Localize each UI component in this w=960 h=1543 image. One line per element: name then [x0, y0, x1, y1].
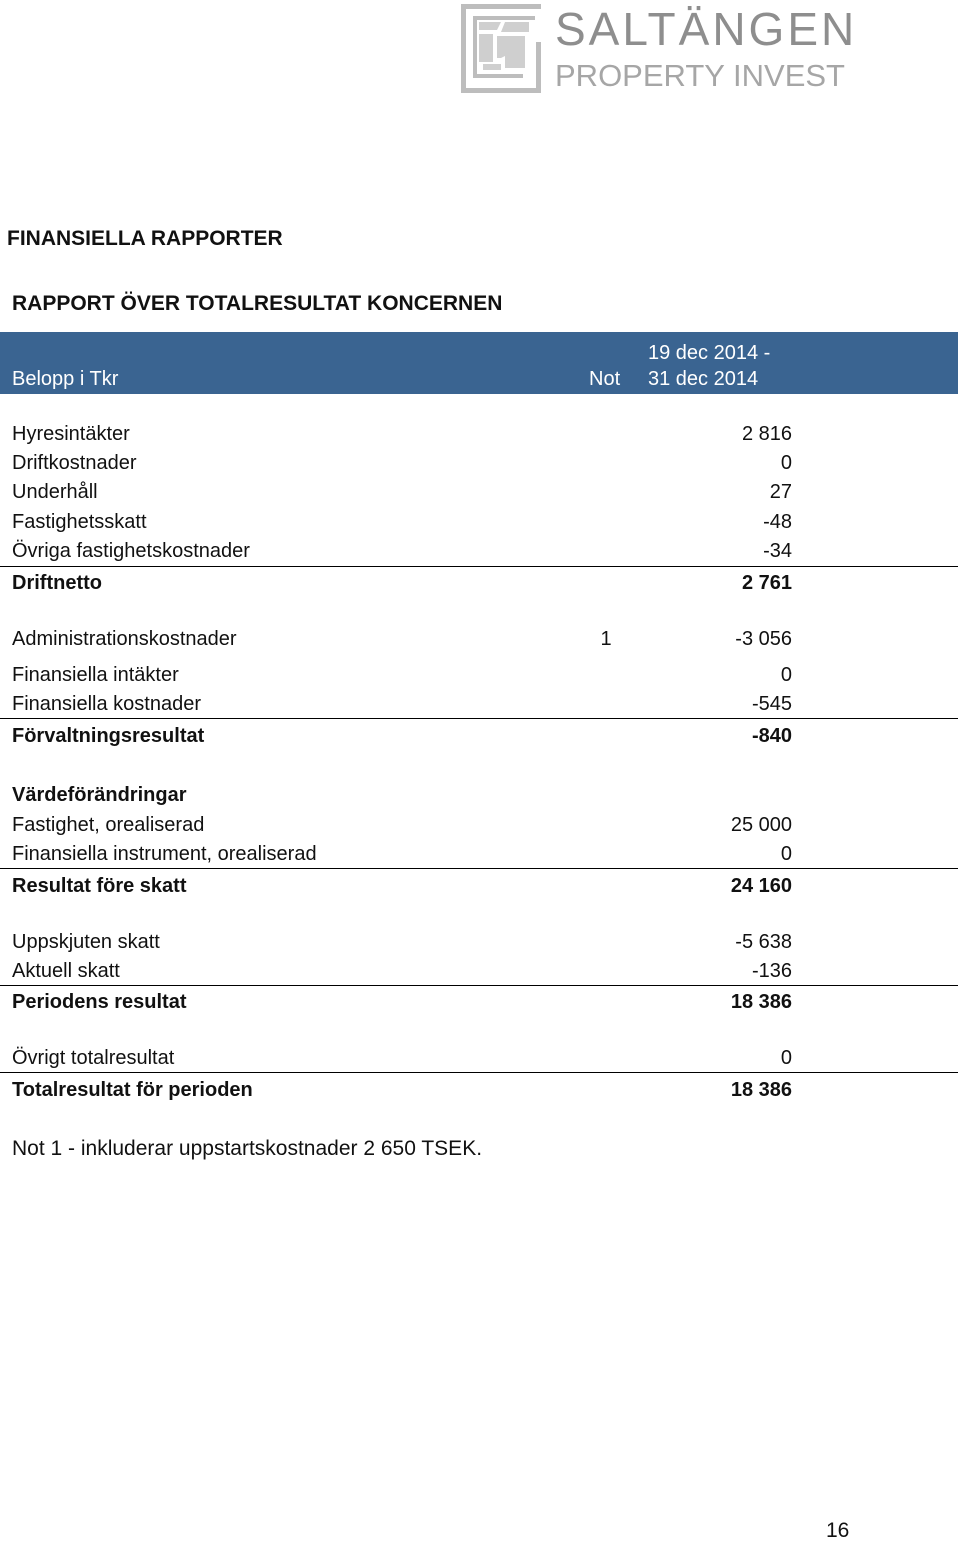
row-label: Värdeförändringar: [12, 784, 187, 806]
row-label: Administrationskostnader: [12, 628, 237, 650]
row-value: 0: [780, 843, 792, 865]
row-note: 1: [600, 628, 612, 650]
row-label: Fastighetsskatt: [12, 511, 147, 533]
row-value: -48: [763, 511, 792, 533]
row-label: Finansiella instrument, orealiserad: [12, 843, 317, 865]
table-row: [0, 814, 958, 842]
row-value: -136: [751, 960, 792, 982]
row-value: -5 638: [735, 931, 792, 953]
period-header-line1: 19 dec 2014 -: [648, 342, 771, 364]
total-row: [0, 1079, 958, 1107]
saltangen-logo-mark-icon: [457, 2, 543, 96]
row-label: Hyresintäkter: [12, 423, 130, 445]
row-label: Fastighet, orealiserad: [12, 814, 205, 836]
row-value: 2 761: [741, 572, 792, 594]
row-label: Finansiella kostnader: [12, 693, 201, 715]
subtotal-rule: [0, 566, 958, 567]
page-title: FINANSIELLA RAPPORTER: [7, 227, 283, 250]
company-logo: [455, 2, 858, 98]
table-row: [0, 960, 958, 988]
row-label: Aktuell skatt: [12, 960, 120, 982]
row-label: Finansiella intäkter: [12, 664, 179, 686]
row-value: -3 056: [735, 628, 792, 650]
table-row: [0, 664, 958, 692]
table-header: [0, 332, 958, 394]
row-value: 0: [780, 664, 792, 686]
subtotal-rule: [0, 718, 958, 719]
section-heading-row: [0, 784, 958, 812]
table-row: [0, 481, 958, 509]
row-value: 0: [780, 1047, 792, 1069]
row-label: Uppskjuten skatt: [12, 931, 160, 953]
subtotal-row: [0, 725, 958, 753]
table-row: [0, 693, 958, 721]
logo-tagline: PROPERTY INVEST: [555, 58, 845, 93]
subtotal-row: [0, 991, 958, 1019]
row-value: 18 386: [730, 991, 792, 1013]
row-value: -840: [751, 725, 792, 747]
table-row: [0, 843, 958, 871]
table-row: [0, 423, 958, 451]
row-label: Övriga fastighetskostnader: [12, 540, 250, 562]
row-label: Periodens resultat: [12, 991, 187, 1013]
row-value: 25 000: [730, 814, 792, 836]
page-number: 16: [826, 1519, 850, 1542]
row-label: Övrigt totalresultat: [12, 1047, 175, 1069]
total-rule: [0, 1072, 958, 1073]
subtotal-rule: [0, 985, 958, 986]
subtotal-row: [0, 875, 958, 903]
row-label: Driftnetto: [12, 572, 102, 594]
note-column-header: Not: [589, 368, 621, 390]
table-row: [0, 540, 958, 568]
row-value: -34: [763, 540, 792, 562]
table-row: [0, 511, 958, 539]
row-value: 27: [769, 481, 792, 503]
footnote: Not 1 - inkluderar uppstartskostnader 2 650 TSEK.: [12, 1137, 483, 1160]
table-row: [0, 931, 958, 959]
row-label: Totalresultat för perioden: [12, 1079, 253, 1101]
row-value: 0: [780, 452, 792, 474]
table-row: [0, 628, 958, 656]
table-row: [0, 1047, 958, 1075]
report-title: RAPPORT ÖVER TOTALRESULTAT KONCERNEN: [12, 292, 503, 315]
column-label: Belopp i Tkr: [12, 368, 119, 390]
row-label: Förvaltningsresultat: [12, 725, 205, 747]
row-value: 2 816: [741, 423, 792, 445]
row-label: Driftkostnader: [12, 452, 137, 474]
row-label: Resultat före skatt: [12, 875, 187, 897]
subtotal-row: [0, 572, 958, 600]
row-label: Underhåll: [12, 481, 98, 503]
period-header-line2: 31 dec 2014: [648, 368, 759, 390]
row-value: 18 386: [730, 1079, 792, 1101]
row-value: -545: [751, 693, 792, 715]
logo-name: SALTÄNGEN: [555, 3, 858, 55]
table-row: [0, 452, 958, 480]
row-value: 24 160: [730, 875, 792, 897]
subtotal-rule: [0, 868, 958, 869]
